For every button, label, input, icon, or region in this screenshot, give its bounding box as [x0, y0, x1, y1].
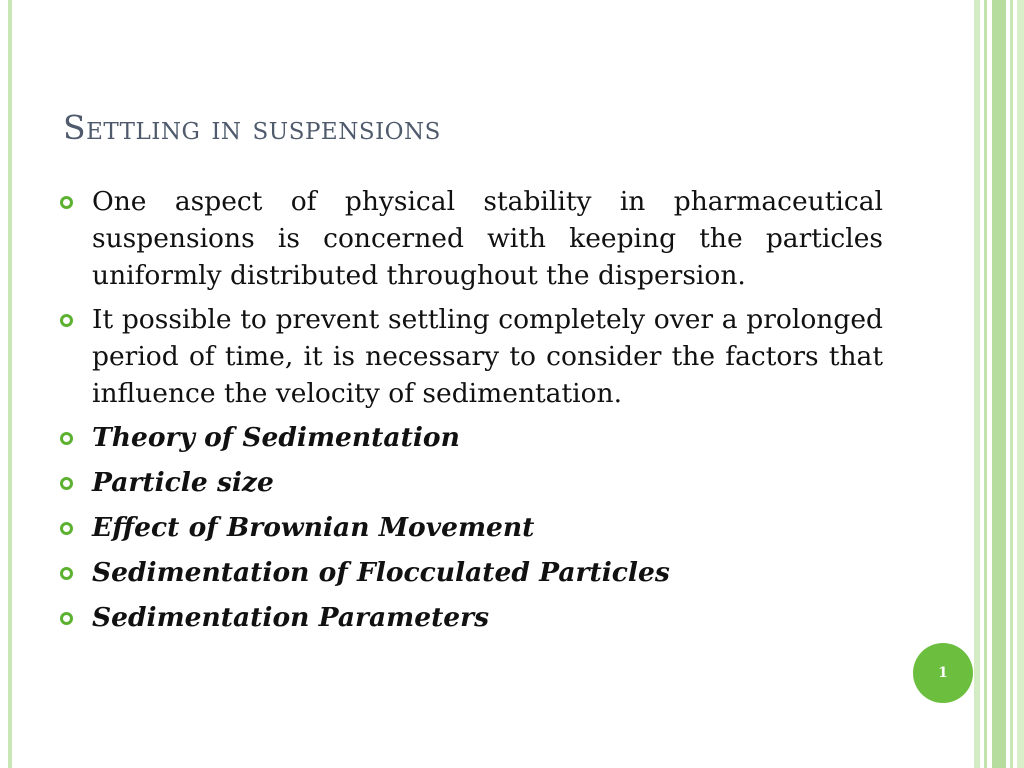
bullet-item [60, 183, 883, 294]
stripe [1017, 0, 1024, 768]
left-decorative-stripe [8, 0, 12, 768]
stripe [984, 0, 987, 768]
bullet-circle-icon [60, 314, 73, 327]
bullet-list [60, 183, 883, 644]
page-number-badge: 1 [913, 643, 973, 703]
stripe [992, 0, 1006, 768]
bullet-text: One aspect of physical stability in pharmaceutical suspensions is concerned with keeping the particles uniformly distributed throughout the dispersion. [92, 186, 883, 291]
bullet-text: Sedimentation Parameters [92, 602, 490, 633]
bullet-item [60, 509, 883, 546]
bullet-text: Particle size [92, 467, 274, 498]
bullet-circle-icon [60, 477, 73, 490]
bullet-circle-icon [60, 432, 73, 445]
bullet-text: Effect of Brownian Movement [92, 512, 535, 543]
bullet-item [60, 464, 883, 501]
bullet-item [60, 419, 883, 456]
bullet-text: Sedimentation of Flocculated Particles [92, 557, 670, 588]
bullet-circle-icon [60, 612, 73, 625]
bullet-item [60, 301, 883, 412]
bullet-item [60, 554, 883, 591]
right-decorative-stripes [974, 0, 1024, 768]
stripe [1010, 0, 1013, 768]
bullet-circle-icon [60, 196, 73, 209]
bullet-item [60, 599, 883, 636]
stripe [974, 0, 980, 768]
bullet-text: Theory of Sedimentation [92, 422, 460, 453]
slide-title: Settling in suspensions [63, 108, 441, 147]
bullet-circle-icon [60, 567, 73, 580]
bullet-circle-icon [60, 522, 73, 535]
bullet-text: It possible to prevent settling completely over a prolonged period of time, it is necessary to consider the factors that influence the velocity of sedimentation. [92, 304, 883, 409]
